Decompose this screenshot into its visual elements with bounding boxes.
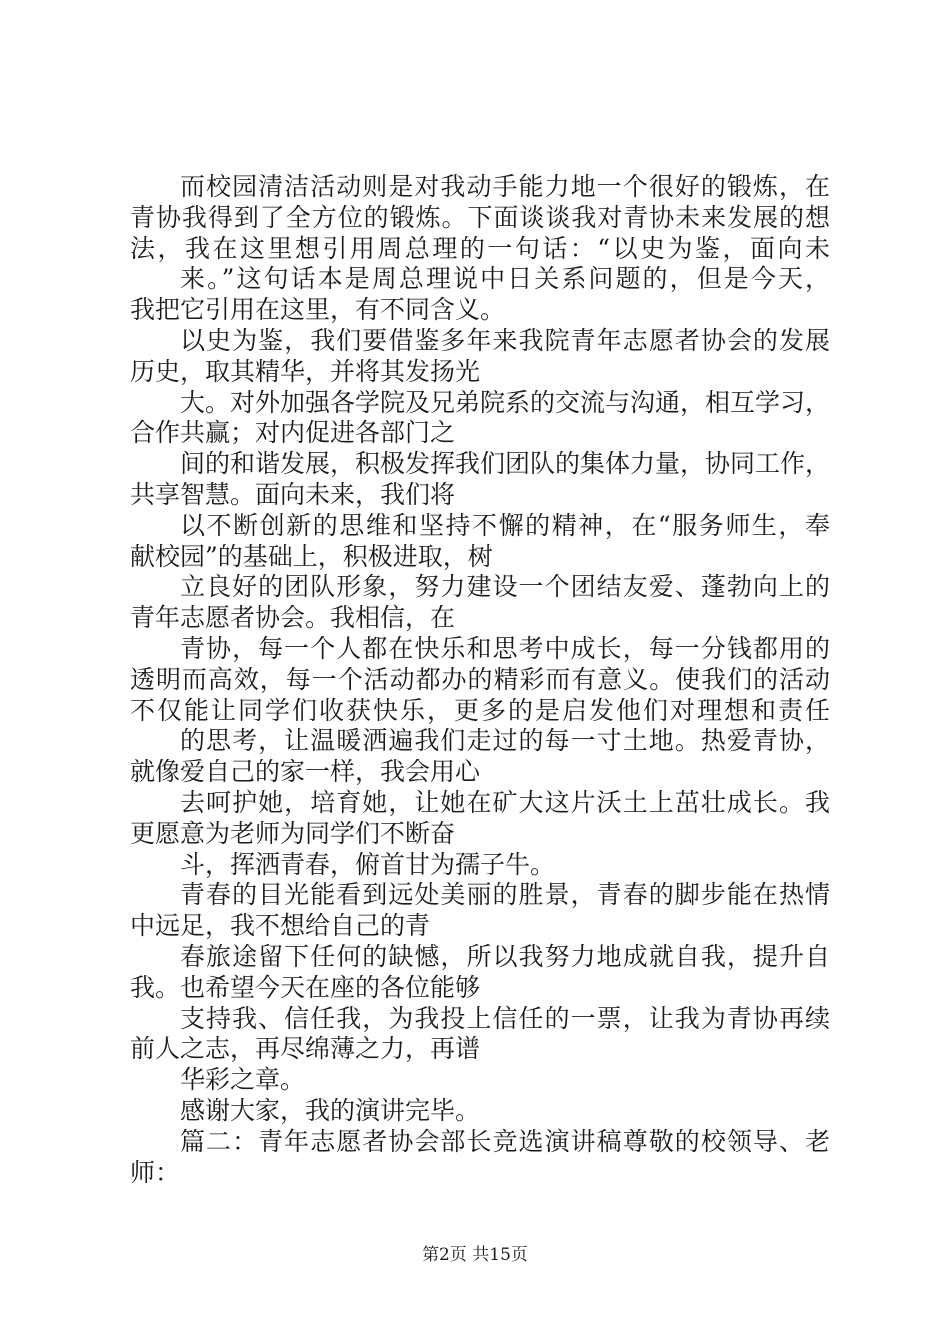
text-line: 间的和谐发展，积极发挥我们团队的集体力量，协同工作， — [180, 449, 830, 479]
text-line: 我把它引用在这里，有不同含义。 — [130, 295, 506, 325]
text-line: 青春的目光能看到远处美丽的胜景，青春的脚步能在热情 — [180, 880, 830, 910]
text-line: 献校园”的基础上，积极进取，树 — [130, 541, 493, 571]
text-line: 就像爱自己的家一样，我会用心 — [130, 757, 481, 787]
text-line: 篇二：青年志愿者协会部长竞选演讲稿尊敬的校领导、老 — [180, 1126, 830, 1156]
text-line: 大。对外加强各学院及兄弟院系的交流与沟通，相互学习， — [180, 387, 830, 417]
text-line: 历史，取其精华，并将其发扬光 — [130, 356, 481, 386]
text-line: 前人之志，再尽绵薄之力，再谱 — [130, 1034, 481, 1064]
text-line: 立良好的团队形象，努力建设一个团结友爱、蓬勃向上的 — [180, 572, 830, 602]
text-line: 青年志愿者协会。我相信，在 — [130, 603, 456, 633]
text-line: 青协，每一个人都在快乐和思考中成长，每一分钱都用的 — [180, 633, 830, 663]
text-line: 不仅能让同学们收获快乐，更多的是启发他们对理想和责任 — [130, 695, 830, 725]
text-line: 共享智慧。面向未来，我们将 — [130, 479, 456, 509]
text-line: 去呵护她，培育她，让她在矿大这片沃土上茁壮成长。我 — [180, 787, 830, 817]
text-line: 感谢大家，我的演讲完毕。 — [180, 1095, 481, 1125]
text-line: 来。”这句话本是周总理说中日关系问题的，但是今天， — [180, 264, 830, 294]
text-line: 以史为鉴，我们要借鉴多年来我院青年志愿者协会的发展 — [180, 325, 830, 355]
text-line: 斗，挥洒青春，俯首甘为孺子牛。 — [180, 849, 556, 879]
text-line: 更愿意为老师为同学们不断奋 — [130, 818, 456, 848]
text-line: 透明而高效，每一个活动都办的精彩而有意义。使我们的活动 — [130, 664, 830, 694]
text-line: 法，我在这里想引用周总理的一句话：“以史为鉴，面向未 — [130, 233, 830, 263]
text-line: 华彩之章。 — [180, 1065, 306, 1095]
text-line: 中远足，我不想给自己的青 — [130, 911, 431, 941]
text-line: 师： — [130, 1157, 181, 1187]
page-number-footer: 第2页 共15页 — [422, 1245, 528, 1265]
text-line: 青协我得到了全方位的锻炼。下面谈谈我对青协未来发展的想 — [130, 202, 830, 232]
text-line: 春旅途留下任何的缺憾，所以我努力地成就自我，提升自 — [180, 941, 830, 971]
text-line: 的思考，让温暖洒遍我们走过的每一寸土地。热爱青协， — [180, 726, 830, 756]
text-line: 我。也希望今天在座的各位能够 — [130, 972, 481, 1002]
text-line: 而校园清洁活动则是对我动手能力地一个很好的锻炼，在 — [180, 172, 830, 201]
text-line: 以不断创新的思维和坚持不懈的精神，在“服务师生，奉 — [180, 510, 830, 540]
text-line: 支持我、信任我，为我投上信任的一票，让我为青协再续 — [180, 1003, 830, 1033]
text-line: 合作共赢；对内促进各部门之 — [130, 418, 456, 448]
document-body — [130, 172, 830, 1188]
